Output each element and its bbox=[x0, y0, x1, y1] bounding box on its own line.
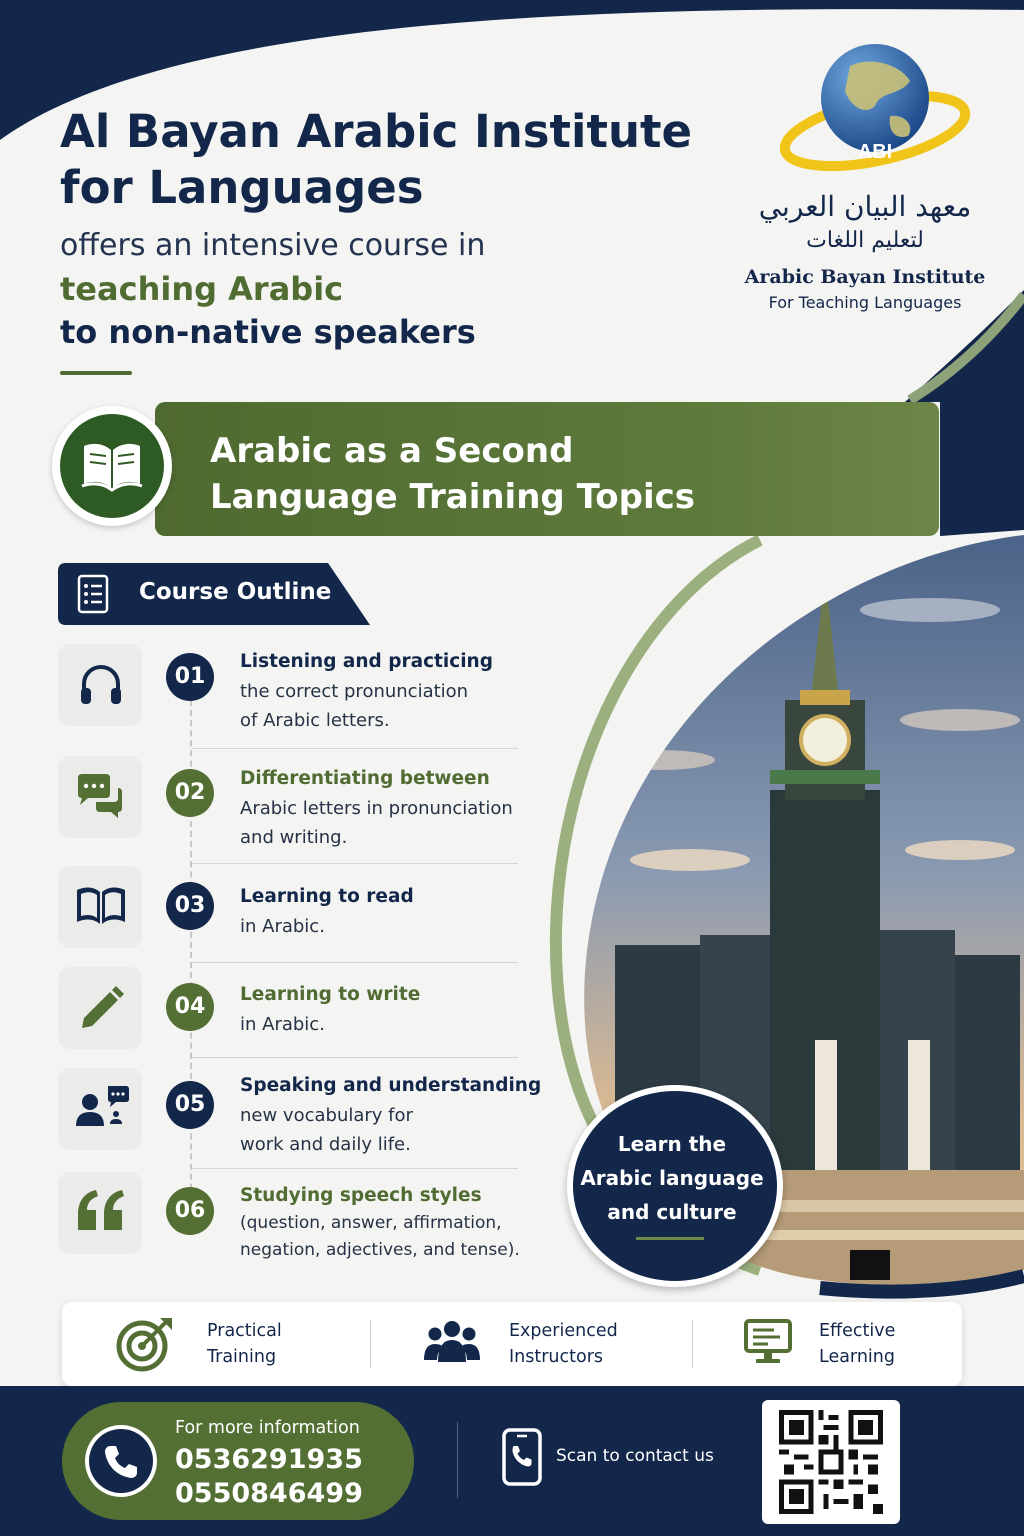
feature-line-2: Learning bbox=[819, 1347, 895, 1367]
globe-logo-icon bbox=[780, 36, 980, 176]
document-list-icon bbox=[76, 573, 112, 615]
item-separator bbox=[192, 863, 518, 864]
institute-title bbox=[60, 104, 700, 216]
item-desc-line-2: work and daily life. bbox=[240, 1134, 411, 1155]
feature-line-1: Effective bbox=[819, 1321, 896, 1341]
quote-icon bbox=[74, 1186, 128, 1236]
group-icon bbox=[424, 1320, 480, 1362]
feature-effective-learning bbox=[819, 1318, 895, 1370]
more-info-label: For more information bbox=[175, 1418, 360, 1438]
item-description bbox=[240, 1101, 530, 1159]
item-separator bbox=[192, 1057, 518, 1058]
item-title: Learning to write bbox=[240, 984, 421, 1005]
feature-line-2: Instructors bbox=[509, 1347, 604, 1367]
title-underline bbox=[60, 371, 132, 375]
phone-icon bbox=[102, 1443, 140, 1481]
feature-line-2: Training bbox=[207, 1347, 277, 1367]
headphones-icon bbox=[78, 662, 124, 708]
scan-label: Scan to contact us bbox=[556, 1446, 714, 1466]
culture-badge-text bbox=[572, 1127, 772, 1229]
course-outline-label: Course Outline bbox=[139, 579, 332, 605]
mobile-phone-icon bbox=[500, 1428, 544, 1486]
feature-practical-training bbox=[207, 1318, 282, 1370]
qr-code-icon[interactable] bbox=[778, 1410, 884, 1514]
item-number: 06 bbox=[166, 1187, 214, 1235]
title-line-2: for Languages bbox=[60, 161, 424, 214]
badge-line-2: Arabic language bbox=[580, 1166, 764, 1190]
conversation-icon bbox=[74, 1082, 130, 1132]
feature-line-1: Practical bbox=[207, 1321, 282, 1341]
arabic-name-line-2: لتعليم اللغات bbox=[806, 228, 924, 253]
item-description bbox=[240, 1210, 540, 1264]
item-desc-line-1: in Arabic. bbox=[240, 1014, 325, 1035]
footer-divider bbox=[457, 1422, 458, 1498]
subtitle: offers an intensive course in bbox=[60, 228, 486, 263]
item-number: 04 bbox=[166, 983, 214, 1031]
open-book-icon bbox=[80, 438, 144, 494]
target-icon bbox=[116, 1316, 174, 1372]
item-title: Studying speech styles bbox=[240, 1185, 482, 1206]
item-separator bbox=[192, 748, 518, 749]
highlight-text-2: to non-native speakers bbox=[60, 313, 476, 351]
arabic-name-line-1: معهد البيان العربي bbox=[758, 190, 972, 223]
book-icon bbox=[74, 884, 128, 928]
item-description bbox=[240, 794, 530, 852]
feature-line-1: Experienced bbox=[509, 1321, 618, 1341]
pencil-icon bbox=[76, 982, 126, 1032]
feature-divider bbox=[370, 1320, 371, 1368]
item-separator bbox=[192, 1168, 518, 1169]
item-desc-line-1: Arabic letters in pronunciation bbox=[240, 798, 513, 819]
badge-line-3: and culture bbox=[607, 1200, 737, 1224]
english-name: Arabic Bayan Institute bbox=[744, 266, 986, 288]
item-desc-line-1: in Arabic. bbox=[240, 916, 325, 937]
item-title: Differentiating between bbox=[240, 768, 490, 789]
item-desc-line-1: new vocabulary for bbox=[240, 1105, 413, 1126]
banner-title bbox=[210, 428, 910, 520]
highlight-text: teaching Arabic bbox=[60, 270, 344, 308]
banner-line-1: Arabic as a Second bbox=[210, 431, 574, 471]
item-title: Learning to read bbox=[240, 886, 414, 907]
badge-underline bbox=[636, 1237, 704, 1240]
item-number: 03 bbox=[166, 882, 214, 930]
item-number: 02 bbox=[166, 769, 214, 817]
phone-number-1[interactable]: 0536291935 bbox=[175, 1444, 363, 1475]
item-separator bbox=[192, 962, 518, 963]
item-description bbox=[240, 677, 530, 735]
banner-line-2: Language Training Topics bbox=[210, 477, 696, 517]
monitor-icon bbox=[744, 1318, 792, 1366]
item-number: 01 bbox=[166, 653, 214, 701]
item-desc-line-2: negation, adjectives, and tense). bbox=[240, 1240, 520, 1260]
badge-line-1: Learn the bbox=[617, 1132, 727, 1156]
feature-divider bbox=[692, 1320, 693, 1368]
item-description bbox=[240, 912, 530, 941]
title-line-1: Al Bayan Arabic Institute bbox=[60, 105, 693, 158]
logo-badge-text: ABI bbox=[857, 141, 893, 163]
item-desc-line-1: (question, answer, affirmation, bbox=[240, 1213, 502, 1233]
item-number: 05 bbox=[166, 1081, 214, 1129]
item-desc-line-1: the correct pronunciation bbox=[240, 681, 469, 702]
item-description bbox=[240, 1010, 530, 1039]
phone-number-2[interactable]: 0550846499 bbox=[175, 1478, 363, 1509]
english-tagline: For Teaching Languages bbox=[768, 293, 962, 312]
feature-experienced-instructors bbox=[509, 1318, 618, 1370]
item-desc-line-2: of Arabic letters. bbox=[240, 710, 390, 731]
item-desc-line-2: and writing. bbox=[240, 827, 348, 848]
speech-bubbles-icon bbox=[74, 772, 126, 820]
item-title: Speaking and understanding bbox=[240, 1075, 542, 1096]
item-title: Listening and practicing bbox=[240, 651, 493, 672]
